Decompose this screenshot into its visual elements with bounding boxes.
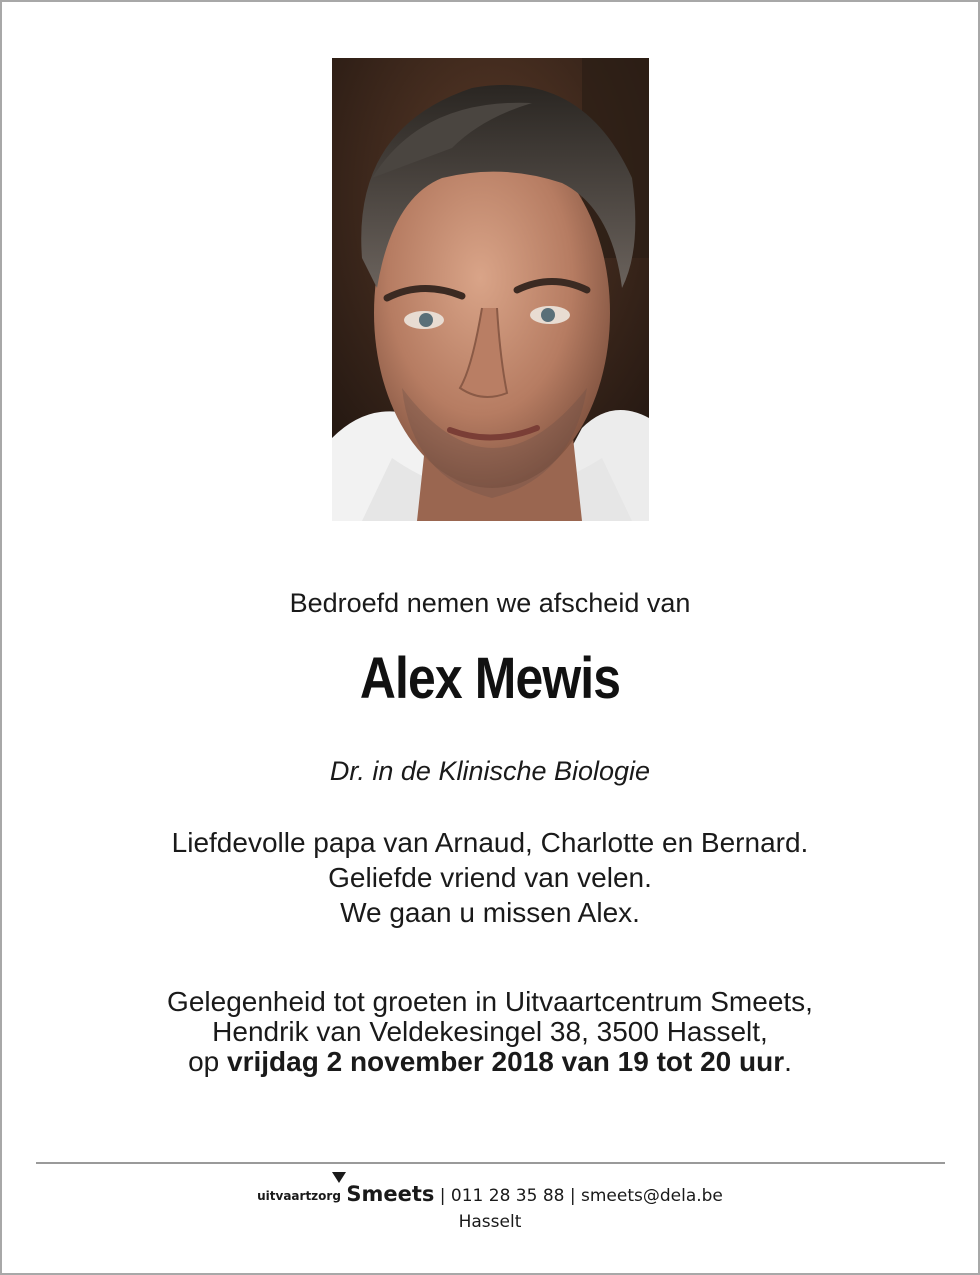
visit-suffix: . bbox=[784, 1046, 792, 1077]
funeral-home-footer bbox=[2, 1182, 978, 1232]
family-line: We gaan u missen Alex. bbox=[340, 897, 640, 928]
visit-address: Hendrik van Veldekesingel 38, 3500 Hasselt, bbox=[212, 1016, 768, 1047]
visit-date-time: vrijdag 2 november 2018 van 19 tot 20 uur bbox=[227, 1046, 785, 1077]
footer-contact-line bbox=[2, 1182, 978, 1206]
brand-name: Smeets bbox=[346, 1182, 435, 1206]
intro-text: Bedroefd nemen we afscheid van bbox=[289, 588, 691, 618]
family-line: Liefdevolle papa van Arnaud, Charlotte en Bernard. bbox=[171, 827, 809, 858]
logo-triangle-icon bbox=[332, 1172, 346, 1183]
brand-prefix: uitvaartzorg bbox=[257, 1189, 341, 1203]
deceased-name: Alex Mewis bbox=[359, 646, 621, 711]
visit-time-line bbox=[2, 1047, 978, 1077]
brand-logo bbox=[346, 1182, 434, 1206]
visitation-details bbox=[2, 987, 978, 1077]
family-message bbox=[2, 825, 978, 930]
visit-prefix: op bbox=[188, 1046, 220, 1077]
professional-title: Dr. in de Klinische Biologie bbox=[329, 756, 651, 786]
footer-city: Hasselt bbox=[458, 1212, 522, 1232]
family-line: Geliefde vriend van velen. bbox=[328, 862, 652, 893]
contact-info: | 011 28 35 88 | smeets@dela.be bbox=[439, 1186, 723, 1206]
visit-location: Gelegenheid tot groeten in Uitvaartcentrum Smeets, bbox=[167, 986, 813, 1017]
divider bbox=[36, 1162, 945, 1164]
portrait-photo bbox=[332, 58, 649, 521]
